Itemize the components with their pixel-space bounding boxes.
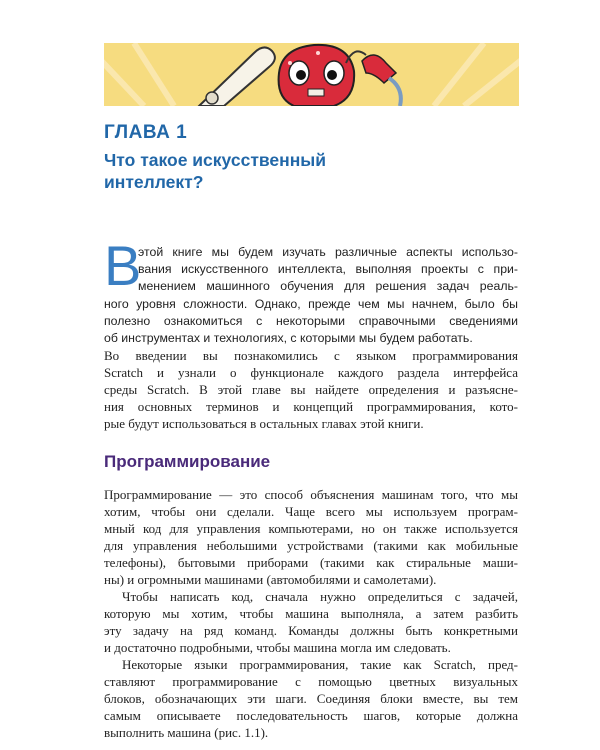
text-line: Чтобы написать код, сначала нужно определиться с задачей, [122,589,518,604]
text-line: Некоторые языки программирования, такие как Scratch, пред- [122,657,518,672]
text-line: ния основных терминов и концепций программирования, кото- [104,399,518,414]
text-line: Программирование — это способ объяснения машинам того, что мы [104,487,518,502]
section-paragraph-2 [104,588,518,656]
text-line: эту задачу на ряд команд. Команды должны быть конкретными [104,623,518,638]
text-line: ставляют программирование с помощью цветных визуальных [104,674,518,689]
text-line: среды Scratch. В этой главе вы найдете определения и разъясне- [104,382,518,397]
intro-line: об инструментах и технологиях, с которыми мы будем работать. [104,331,473,346]
text-line: Во введении вы познакомились с языком программирования [104,348,518,363]
chapter-label: ГЛАВА 1 [104,122,188,143]
robot-illustration [104,43,519,106]
intro-paragraph-2 [104,347,518,432]
text-line: и достаточно подробными, чтобы машина могла им следовать. [104,640,451,655]
section-paragraph-3 [104,656,518,741]
section-paragraph-1 [104,486,518,588]
text-line: выполнить машина (рис. 1.1). [104,725,269,740]
intro-line: вания искусственного интеллекта, выполняя проекты с при- [138,262,518,277]
text-line: рые будут использоваться в остальных главах этой книги. [104,416,424,431]
text-line: для управления небольшими устройствами (такими как мобильные [104,538,518,553]
drop-cap: В [104,234,142,297]
intro-paragraph [104,244,518,347]
text-line: Scratch и узнали о функционале каждого раздела интерфейса [104,365,518,380]
text-line: телефоны), бытовыми приборами (такими как стиральные маши- [104,555,518,570]
chapter-title: Что такое искусственный интеллект? [104,150,326,192]
intro-line: ного уровня сложности. Однако, прежде чем мы начнем, было бы [104,296,518,311]
text-line: мный код для управления компьютерами, но он также используется [104,521,518,536]
text-line: самым описываете последовательность шагов, которые должна [104,708,518,723]
text-line: блоков, обозначающих эти шаги. Соединяя блоки вместе, вы тем [104,691,518,706]
text-line: хотим, чтобы они сделали. Чаще всего мы используем програм- [104,504,518,519]
intro-line: этой книге мы будем изучать различные аспекты использо- [138,245,518,259]
text-line: которую мы хотим, чтобы машина выполняла, а затем разбить [104,606,518,621]
text-line: ны) и огромными машинами (автомобилями и самолетами). [104,572,437,587]
section-heading: Программирование [104,452,271,471]
intro-line: полезно ознакомиться с некоторыми справочными сведениями [104,313,518,328]
intro-line: менением машинного обучения для решения задач реаль- [138,279,518,294]
chapter-banner-illustration [104,43,519,106]
